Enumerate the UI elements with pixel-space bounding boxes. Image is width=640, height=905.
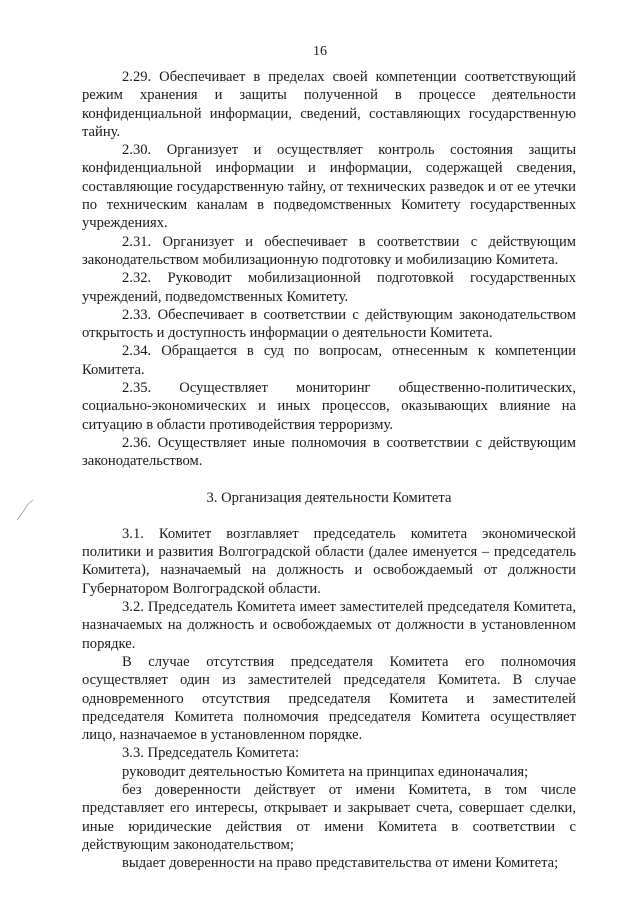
paragraph-2-34: 2.34. Обращается в суд по вопросам, отнесенным к компетенции Комитета.: [82, 343, 576, 378]
document-body: [82, 68, 576, 872]
paragraph-2-33: 2.33. Обеспечивает в соответствии с действующим законодательством открытость и доступность информации о деятельности Комитета.: [82, 306, 576, 342]
paragraph-3-2: 3.2. Председатель Комитета имеет заместителей председателя Комитета, назначаемых на должность и освобождаемых от должности в установленном порядке.: [82, 599, 576, 652]
list-item-power-of-attorney: выдает доверенности на право представительства от имени Комитета;: [122, 855, 559, 872]
list-item-representation: без доверенности действует от имени Комитета, в том числе представляет его интересы, открывает и закрывает счета, совершает сделки, иные юридические действия от имени Комитета в соответствии с действующим законодательством;: [82, 781, 576, 853]
paragraph-2-36: 2.36. Осуществляет иные полномочия в соответствии с действующим законодательством.: [82, 434, 576, 470]
paragraph-2-31: 2.31. Организует и обеспечивает в соответствии с действующим законодательством мобилизационную подготовку и мобилизацию Комитета.: [82, 233, 576, 268]
paragraph-3-1: 3.1. Комитет возглавляет председатель комитета экономической политики и развития Волгоградской области (далее именуется – председатель Комитета), назначаемый на должность и освобождаемый от должности Губернатором Волгоградской области.: [82, 525, 576, 597]
paragraph-absence: В случае отсутствия председателя Комитета его полномочия осуществляет один из заместителей председателя Комитета. В случае одновременного отсутствия председателя Комитета и заместителей председателя Комитета полномочия председателя Комитета осуществляет лицо, назначаемое в установленном порядке.: [82, 653, 576, 744]
list-item-leadership: руководит деятельностью Комитета на принципах единоначалия;: [122, 763, 529, 780]
margin-scan-mark: [14, 498, 36, 522]
section-title: 3. Организация деятельности Комитета: [206, 489, 452, 506]
paragraph-2-35: 2.35. Осуществляет мониторинг общественно-политических, социально-экономических и иных процессов, оказывающих влияние на ситуацию в области противодействия терроризму.: [82, 380, 576, 433]
paragraph-2-32: 2.32. Руководит мобилизационной подготовкой государственных учреждений, подведомственных Комитету.: [82, 270, 576, 305]
paragraph-3-3: 3.3. Председатель Комитета:: [122, 745, 300, 762]
paragraph-2-29: 2.29. Обеспечивает в пределах своей компетенции соответствующий режим хранения и защиты полученной в процессе деятельности конфиденциальной информации, сведений, составляющих государственную тайну.: [82, 69, 576, 140]
paragraph-2-30: 2.30. Организует и осуществляет контроль состояния защиты конфиденциальной информации и информации, содержащей сведения, составляющие государственную тайну, от технических разведок и от ее утечки по техническим каналам в подведомственных Комитету государственных учреждениях.: [82, 142, 576, 232]
page-number: 16: [313, 44, 327, 59]
